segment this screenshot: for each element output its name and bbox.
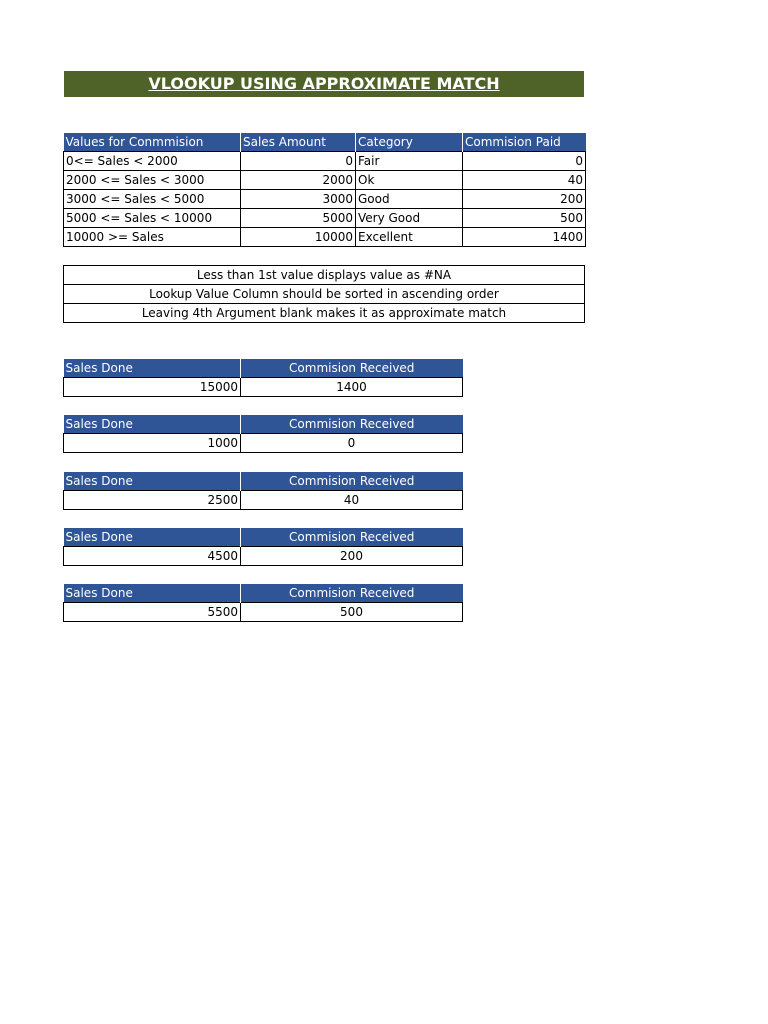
commission-paid-cell[interactable]: 1400 [463,228,586,247]
commission-paid-cell[interactable]: 500 [463,209,586,228]
category-cell[interactable]: Good [356,190,463,209]
lookup-row [64,603,463,622]
range-cell[interactable]: 2000 <= Sales < 3000 [64,171,241,190]
table-row [64,171,586,190]
sales-amount-cell[interactable]: 5000 [241,209,356,228]
column-header: Commision Paid [463,133,586,152]
category-cell[interactable]: Very Good [356,209,463,228]
table-row [64,152,586,171]
sales-amount-cell[interactable]: 10000 [241,228,356,247]
sales-done-header: Sales Done [64,415,241,434]
lookup-header [64,415,463,434]
note-row [64,304,585,323]
lookup-row [64,491,463,510]
note-row [64,266,585,285]
sales-done-cell[interactable]: 15000 [64,378,241,397]
note-cell[interactable]: Lookup Value Column should be sorted in ascending order [64,285,585,304]
commission-table-header [64,133,586,152]
sales-done-header: Sales Done [64,472,241,491]
lookup-row [64,547,463,566]
lookup-header [64,359,463,378]
commission-paid-cell[interactable]: 40 [463,171,586,190]
notes-table [63,265,585,323]
category-cell[interactable]: Ok [356,171,463,190]
commission-received-cell[interactable]: 0 [241,434,463,453]
sales-done-cell[interactable]: 2500 [64,491,241,510]
note-row [64,285,585,304]
range-cell[interactable]: 3000 <= Sales < 5000 [64,190,241,209]
range-cell[interactable]: 5000 <= Sales < 10000 [64,209,241,228]
sales-amount-cell[interactable]: 3000 [241,190,356,209]
lookup-table [63,528,463,566]
table-row [64,190,586,209]
lookup-header [64,584,463,603]
lookup-row [64,434,463,453]
note-cell[interactable]: Leaving 4th Argument blank makes it as approximate match [64,304,585,323]
lookup-table [63,359,463,397]
commission-received-header: Commision Received [241,415,463,434]
category-cell[interactable]: Excellent [356,228,463,247]
sales-done-cell[interactable]: 1000 [64,434,241,453]
commission-received-header: Commision Received [241,472,463,491]
sales-amount-cell[interactable]: 2000 [241,171,356,190]
commission-received-header: Commision Received [241,528,463,547]
commission-received-cell[interactable]: 200 [241,547,463,566]
commission-received-header: Commision Received [241,359,463,378]
column-header: Values for Conmmision [64,133,241,152]
sales-amount-cell[interactable]: 0 [241,152,356,171]
lookup-table [63,472,463,510]
range-cell[interactable]: 0<= Sales < 2000 [64,152,241,171]
commission-paid-cell[interactable]: 200 [463,190,586,209]
sales-done-header: Sales Done [64,584,241,603]
table-row [64,209,586,228]
sales-done-header: Sales Done [64,359,241,378]
note-cell[interactable]: Less than 1st value displays value as #NA [64,266,585,285]
sales-done-cell[interactable]: 5500 [64,603,241,622]
lookup-header [64,528,463,547]
commission-received-cell[interactable]: 40 [241,491,463,510]
table-row [64,228,586,247]
commission-paid-cell[interactable]: 0 [463,152,586,171]
commission-received-cell[interactable]: 500 [241,603,463,622]
category-cell[interactable]: Fair [356,152,463,171]
sales-done-header: Sales Done [64,528,241,547]
page-title-text: VLOOKUP USING APPROXIMATE MATCH [148,74,500,93]
column-header: Sales Amount [241,133,356,152]
lookup-table [63,584,463,622]
lookup-table [63,415,463,453]
lookup-header [64,472,463,491]
commission-table [63,133,586,247]
commission-received-cell[interactable]: 1400 [241,378,463,397]
sales-done-cell[interactable]: 4500 [64,547,241,566]
page-title [64,71,584,97]
lookup-row [64,378,463,397]
column-header: Category [356,133,463,152]
range-cell[interactable]: 10000 >= Sales [64,228,241,247]
commission-received-header: Commision Received [241,584,463,603]
